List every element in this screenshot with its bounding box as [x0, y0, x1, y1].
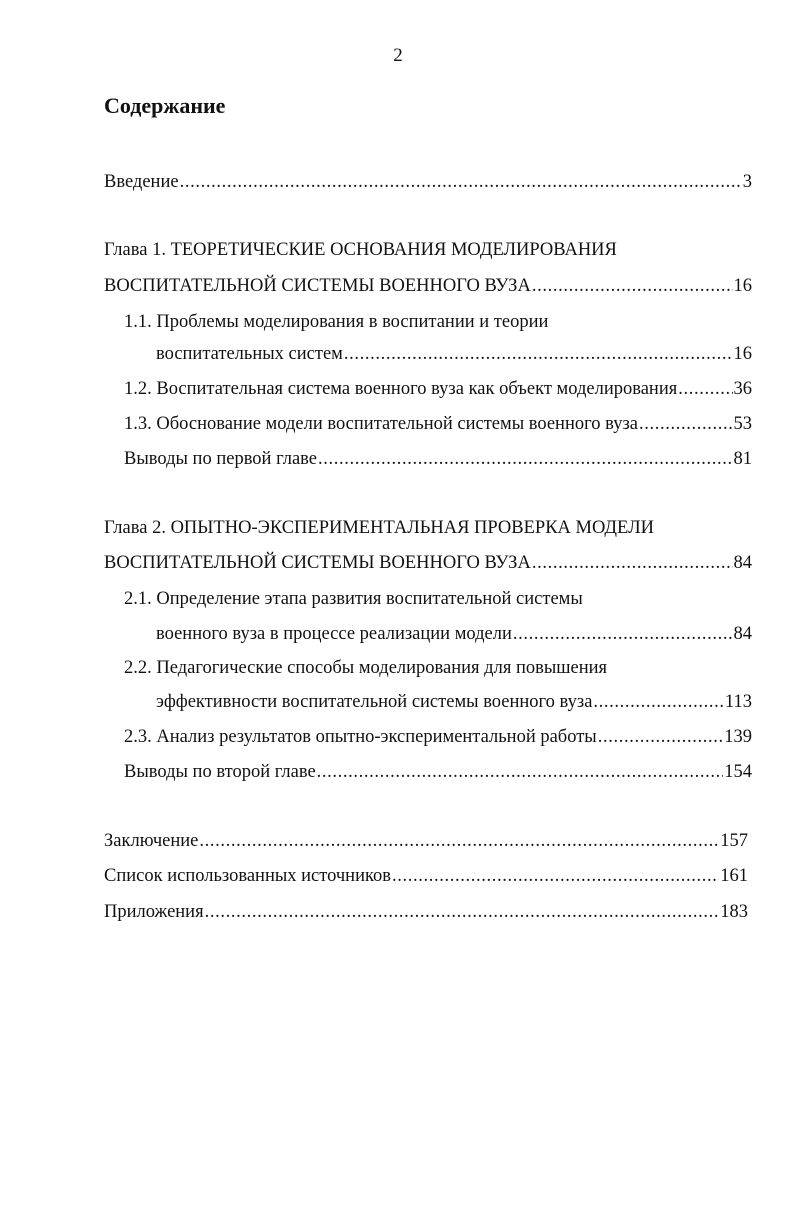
entry-label: Список использованных источников	[104, 866, 392, 886]
dot-leader	[318, 447, 732, 471]
dot-leader	[593, 690, 724, 714]
section-2-1-line1: 2.1. Определение этапа развития воспитательной системы	[124, 589, 583, 609]
dot-leader	[513, 622, 733, 646]
entry-label: Приложения	[104, 902, 204, 922]
entry-label: 1.2. Воспитательная система военного вуза как объект моделирования	[124, 379, 678, 399]
toc-entry-1-2	[124, 377, 752, 401]
entry-label: военного вуза в процессе реализации модели	[156, 624, 512, 644]
toc-entry-2-conclusions	[124, 760, 752, 784]
entry-page: 81	[733, 449, 752, 469]
entry-page: 139	[724, 727, 752, 747]
entry-page: 53	[733, 414, 752, 434]
toc-entry-intro	[104, 170, 752, 194]
toc-entry-appendices	[104, 900, 748, 924]
entry-page: 16	[733, 344, 752, 364]
toc-entry-chapter2	[104, 551, 752, 575]
dot-leader	[678, 377, 732, 401]
dot-leader	[639, 412, 733, 436]
dot-leader	[199, 829, 719, 853]
entry-label: Введение	[104, 172, 179, 192]
entry-page: 113	[724, 692, 752, 712]
chapter2-title-line1: Глава 2. ОПЫТНО-ЭКСПЕРИМЕНТАЛЬНАЯ ПРОВЕРКА МОДЕЛИ	[104, 518, 655, 538]
toc-entry-2-1	[156, 622, 752, 646]
toc-entry-1-conclusions	[124, 447, 752, 471]
entry-label: воспитательных систем	[156, 344, 343, 364]
entry-page: 183	[720, 902, 748, 922]
entry-label: Выводы по второй главе	[124, 762, 316, 782]
toc-entry-2-3	[124, 725, 752, 749]
entry-page: 84	[733, 553, 752, 573]
dot-leader	[317, 760, 724, 784]
toc-entry-2-2	[156, 690, 752, 714]
entry-label: эффективности воспитательной системы военного вуза	[156, 692, 593, 712]
dot-leader	[532, 274, 733, 298]
dot-leader	[344, 342, 733, 366]
dot-leader	[180, 170, 742, 194]
section-2-2-line1: 2.2. Педагогические способы моделирования для повышения	[124, 658, 608, 678]
dot-leader	[598, 725, 724, 749]
toc-entry-conclusion	[104, 829, 748, 853]
entry-label: ВОСПИТАТЕЛЬНОЙ СИСТЕМЫ ВОЕННОГО ВУЗА	[104, 553, 531, 573]
page-number: 2	[393, 45, 403, 66]
chapter1-title-line1: Глава 1. ТЕОРЕТИЧЕСКИЕ ОСНОВАНИЯ МОДЕЛИРОВАНИЯ	[104, 240, 617, 260]
entry-page: 161	[720, 866, 748, 886]
entry-label: Заключение	[104, 831, 199, 851]
entry-page: 16	[733, 276, 752, 296]
toc-entry-references	[104, 864, 748, 888]
entry-page: 3	[742, 172, 752, 192]
entry-page: 157	[720, 831, 748, 851]
entry-label: 2.3. Анализ результатов опытно-экспериментальной работы	[124, 727, 597, 747]
entry-label: ВОСПИТАТЕЛЬНОЙ СИСТЕМЫ ВОЕННОГО ВУЗА	[104, 276, 531, 296]
entry-page: 84	[733, 624, 752, 644]
entry-label: Выводы по первой главе	[124, 449, 318, 469]
dot-leader	[392, 864, 719, 888]
toc-entry-1-1	[156, 342, 752, 366]
dot-leader	[205, 900, 720, 924]
dot-leader	[532, 551, 733, 575]
toc-entry-1-3	[124, 412, 752, 436]
toc-entry-chapter1	[104, 274, 752, 298]
entry-page: 154	[724, 762, 752, 782]
entry-label: 1.3. Обоснование модели воспитательной системы военного вуза	[124, 414, 638, 434]
toc-heading: Содержание	[104, 93, 226, 118]
section-1-1-line1: 1.1. Проблемы моделирования в воспитании и теории	[124, 312, 549, 332]
entry-page: 36	[733, 379, 752, 399]
